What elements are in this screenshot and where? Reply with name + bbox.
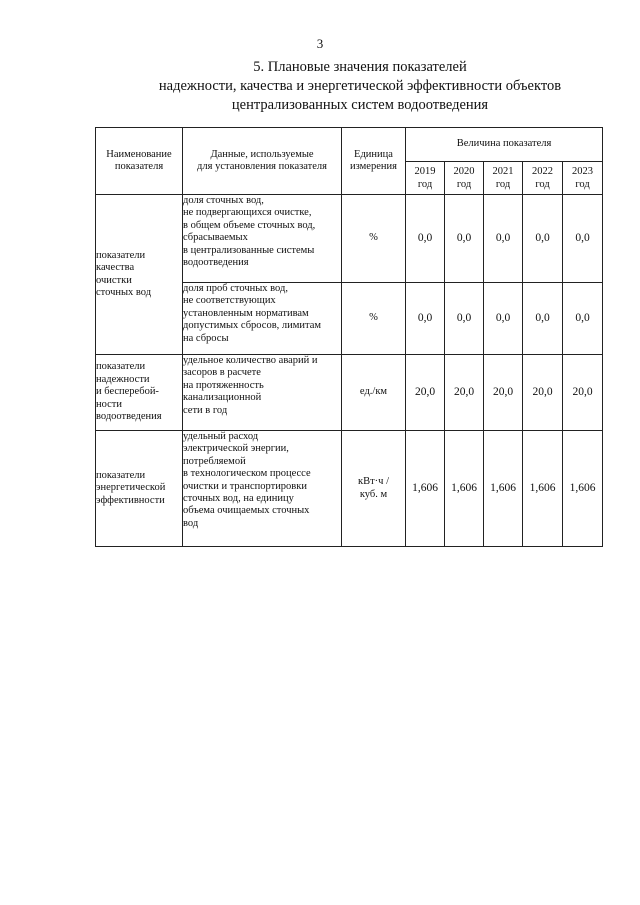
category-text: качества [96,262,135,274]
value-cell: 20,0 [445,355,484,431]
value-cell: 20,0 [406,355,445,431]
unit-text: кВт·ч / [357,476,389,488]
description-text: потребляемой [183,455,246,467]
description-text: доля сточных вод, [183,195,264,206]
value-cell: 1,606 [445,431,484,547]
table-row [96,355,603,431]
description-text: канализационной [183,392,262,404]
value-cell: 1,606 [406,431,445,547]
unit-text: % [369,232,378,244]
category-text: и бесперебой- [96,386,159,398]
row-unit [342,355,406,431]
value-cell: 0,0 [484,283,523,355]
row-description [183,355,342,431]
description-text: не подвергающихся очистке, [183,207,312,219]
header-row [96,128,603,162]
category-text: ности [96,398,122,410]
year-suffix: год [495,179,511,190]
description-text: установленным нормативам [183,307,309,319]
title-line: надежности, качества и энергетической эффективности объектов [158,78,562,94]
description-text: сети в год [183,404,228,416]
description-text: на протяженность [183,379,264,391]
header-data-used [183,128,342,195]
category-text: эффективности [96,494,165,506]
category-text: показатели [96,469,146,481]
category-text: водоотведения [96,411,162,423]
value-cell: 0,0 [445,195,484,283]
category-text: энергетической [96,482,166,494]
header-text: измерения [350,161,397,172]
header-year [523,162,563,195]
description-text: не соответствующих [183,295,276,307]
description-text: электрической энергии, [183,443,289,455]
value-cell: 0,0 [563,283,603,355]
description-text: допустимых сбросов, лимитам [183,320,322,332]
description-text: доля проб сточных вод, [183,283,288,294]
category-text: надежности [96,373,150,385]
category-text: показатели [96,361,146,373]
description-text: на сбросы [183,332,229,344]
header-unit [342,128,406,195]
description-text: водоотведения [183,257,249,269]
year-number: 2021 [492,166,514,177]
category-energy-efficiency [96,431,183,547]
row-description [183,283,342,355]
description-text: вод [183,517,199,529]
header-indicator-value: Величина показателя [406,128,603,162]
value-cell: 1,606 [484,431,523,547]
header-year [563,162,603,195]
table-row [96,195,603,283]
description-text: очистки и транспортировки [183,480,307,492]
row-description [183,195,342,283]
year-number: 2022 [532,166,553,177]
unit-text: % [369,312,378,324]
table-row [96,431,603,547]
description-text: объема очищаемых сточных [183,505,310,517]
category-reliability [96,355,183,431]
unit-text: куб. м [359,488,388,500]
document-title [100,58,620,115]
header-text: для установления показателя [197,161,327,172]
category-text: показатели [96,249,146,261]
description-text: сбрасываемых [183,232,248,244]
category-quality [96,195,183,355]
value-cell: 20,0 [484,355,523,431]
year-suffix: год [575,179,590,190]
value-cell: 0,0 [445,283,484,355]
title-line: централизованных систем водоотведения [231,97,489,113]
year-number: 2023 [572,166,594,177]
unit-text: ед./км [359,386,388,398]
header-text: Единица [354,148,393,160]
description-text: засоров в расчете [183,367,261,379]
description-text: удельное количество аварий и [183,355,318,366]
header-text: показателя [114,161,164,172]
header-text: Наименование [106,148,172,160]
value-cell: 0,0 [484,195,523,283]
description-text: сточных вод, на единицу [183,493,294,505]
description-text: удельный расход [183,431,259,442]
value-cell: 20,0 [563,355,603,431]
row-unit [342,283,406,355]
description-text: в общем объеме сточных вод, [183,219,316,231]
header-year [445,162,484,195]
year-suffix: год [535,179,550,190]
header-year [484,162,523,195]
header-indicator-name [96,128,183,195]
value-cell: 0,0 [523,283,563,355]
description-text: в централизованные системы [183,244,315,256]
row-description [183,431,342,547]
year-suffix: год [456,179,472,190]
year-suffix: год [417,179,433,190]
page-number: 3 [316,36,324,51]
header-text: Данные, используемые [210,148,314,160]
title-line: 5. Плановые значения показателей [253,59,467,75]
header-year [406,162,445,195]
value-cell: 1,606 [523,431,563,547]
value-cell: 0,0 [406,195,445,283]
category-text: сточных вод [96,286,152,298]
value-cell: 20,0 [523,355,563,431]
value-cell: 0,0 [523,195,563,283]
year-number: 2020 [453,166,475,177]
year-number: 2019 [414,166,436,177]
row-unit [342,431,406,547]
description-text: в технологическом процессе [183,468,311,480]
value-cell: 0,0 [563,195,603,283]
category-text: очистки [96,274,132,286]
indicators-table [95,127,603,547]
row-unit [342,195,406,283]
value-cell: 1,606 [563,431,603,547]
value-cell: 0,0 [406,283,445,355]
